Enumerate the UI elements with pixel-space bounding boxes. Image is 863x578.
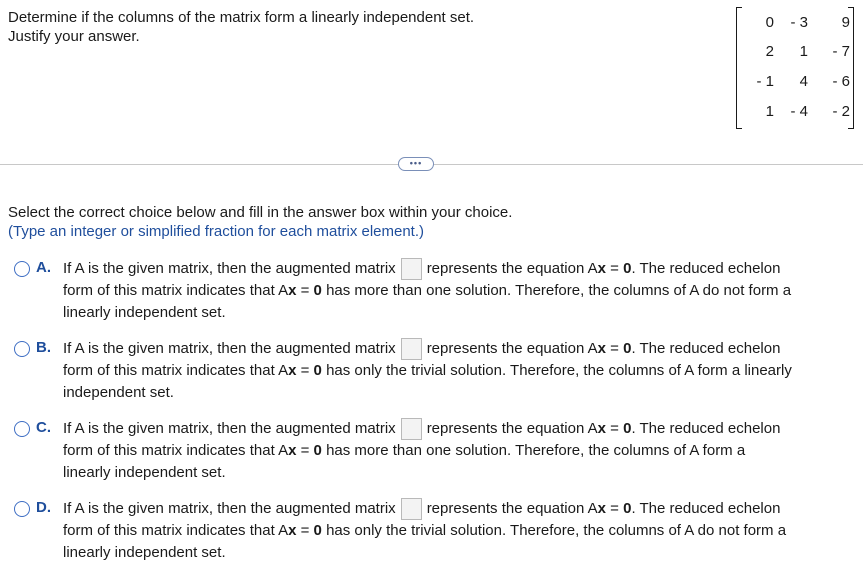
matrix-cell: 9 xyxy=(841,14,850,31)
matrix-cell: - 6 xyxy=(832,73,850,90)
instructions-line-1: Select the correct choice below and fill in the answer box within your choice. xyxy=(8,204,513,221)
choice-text-part: If A is the given matrix, then the augmented matrix xyxy=(63,259,396,277)
vector-zero: 0 xyxy=(623,499,632,517)
choice-text-part: . The reduced echelon xyxy=(631,499,781,517)
vector-x: x xyxy=(597,259,606,277)
radio-button[interactable] xyxy=(14,421,30,437)
given-matrix xyxy=(736,7,850,129)
choice-text xyxy=(63,418,855,484)
choice-text-part: form of this matrix indicates that A xyxy=(63,282,289,299)
choice-text-part: linearly independent set. xyxy=(63,304,226,321)
vector-zero: 0 xyxy=(623,339,632,357)
equals-sign: = xyxy=(296,362,314,379)
matrix-row xyxy=(744,71,850,93)
choice-text-part: form of this matrix indicates that A xyxy=(63,362,289,379)
answer-box[interactable] xyxy=(401,498,422,520)
choice-text-part: has more than one solution. Therefore, the columns of A do not form a xyxy=(326,282,792,299)
choice-letter: A. xyxy=(36,259,51,276)
matrix-cell: 1 xyxy=(799,43,808,60)
question-line-1: Determine if the columns of the matrix form a linearly independent set. xyxy=(8,9,475,26)
choice-a[interactable] xyxy=(14,258,859,324)
vector-x: x xyxy=(288,282,297,299)
radio-button[interactable] xyxy=(14,501,30,517)
matrix-row xyxy=(744,12,850,34)
choice-c[interactable] xyxy=(14,418,859,484)
vector-zero: 0 xyxy=(313,362,322,379)
matrix-row xyxy=(744,41,850,63)
choice-text-part: independent set. xyxy=(63,384,174,401)
choice-text xyxy=(63,498,855,564)
equals-sign: = xyxy=(606,259,624,277)
matrix-cell: - 1 xyxy=(756,73,774,90)
vector-zero: 0 xyxy=(313,282,322,299)
vector-x: x xyxy=(597,419,606,437)
instructions-line-2: (Type an integer or simplified fraction for each matrix element.) xyxy=(8,223,425,240)
vector-zero: 0 xyxy=(623,419,632,437)
choice-text-part: has only the trivial solution. Therefore, the columns of A form a linearly xyxy=(326,362,792,379)
choice-text-part: form of this matrix indicates that A xyxy=(63,522,289,539)
question-line-2: Justify your answer. xyxy=(8,28,140,45)
matrix-cell: 0 xyxy=(765,14,774,31)
choice-b[interactable] xyxy=(14,338,859,404)
equals-sign: = xyxy=(296,522,314,539)
choice-text-part: . The reduced echelon xyxy=(631,339,781,357)
expand-button[interactable]: ••• xyxy=(398,157,434,171)
radio-button[interactable] xyxy=(14,261,30,277)
equals-sign: = xyxy=(606,419,624,437)
equals-sign: = xyxy=(606,499,624,517)
vector-zero: 0 xyxy=(313,522,322,539)
equals-sign: = xyxy=(296,282,314,299)
radio-button[interactable] xyxy=(14,341,30,357)
choice-letter: B. xyxy=(36,339,51,356)
answer-box[interactable] xyxy=(401,418,422,440)
choice-text xyxy=(63,338,855,404)
choice-text-part: linearly independent set. xyxy=(63,544,226,561)
answer-box[interactable] xyxy=(401,258,422,280)
matrix-cell: - 4 xyxy=(790,103,808,120)
vector-zero: 0 xyxy=(623,259,632,277)
matrix-cell: 1 xyxy=(765,103,774,120)
choice-letter: C. xyxy=(36,419,51,436)
choice-text xyxy=(63,258,855,324)
choice-d[interactable] xyxy=(14,498,859,564)
matrix-cell: 2 xyxy=(765,43,774,60)
vector-x: x xyxy=(288,362,297,379)
equals-sign: = xyxy=(606,339,624,357)
choice-letter: D. xyxy=(36,499,51,516)
matrix-cell: - 3 xyxy=(790,14,808,31)
vector-x: x xyxy=(597,339,606,357)
choice-text-part: represents the equation A xyxy=(426,419,598,437)
choice-text-part: If A is the given matrix, then the augmented matrix xyxy=(63,419,396,437)
answer-box[interactable] xyxy=(401,338,422,360)
choice-text-part: . The reduced echelon xyxy=(631,419,781,437)
question-text xyxy=(8,8,474,46)
choice-text-part: represents the equation A xyxy=(426,339,598,357)
vector-zero: 0 xyxy=(313,442,322,459)
choice-text-part: If A is the given matrix, then the augmented matrix xyxy=(63,339,396,357)
choice-text-part: represents the equation A xyxy=(426,259,598,277)
vector-x: x xyxy=(288,442,297,459)
matrix-cell: - 7 xyxy=(832,43,850,60)
equals-sign: = xyxy=(296,442,314,459)
choice-text-part: represents the equation A xyxy=(426,499,598,517)
choice-text-part: form of this matrix indicates that A xyxy=(63,442,289,459)
choice-text-part: linearly independent set. xyxy=(63,464,226,481)
matrix-row xyxy=(744,101,850,123)
choice-text-part: has only the trivial solution. Therefore, the columns of A do not form a xyxy=(326,522,787,539)
instructions xyxy=(8,203,512,241)
choice-text-part: If A is the given matrix, then the augmented matrix xyxy=(63,499,396,517)
choice-text-part: has more than one solution. Therefore, the columns of A form a xyxy=(326,442,746,459)
matrix-cell: - 2 xyxy=(832,103,850,120)
choice-text-part: . The reduced echelon xyxy=(631,259,781,277)
vector-x: x xyxy=(597,499,606,517)
vector-x: x xyxy=(288,522,297,539)
matrix-cell: 4 xyxy=(799,73,808,90)
